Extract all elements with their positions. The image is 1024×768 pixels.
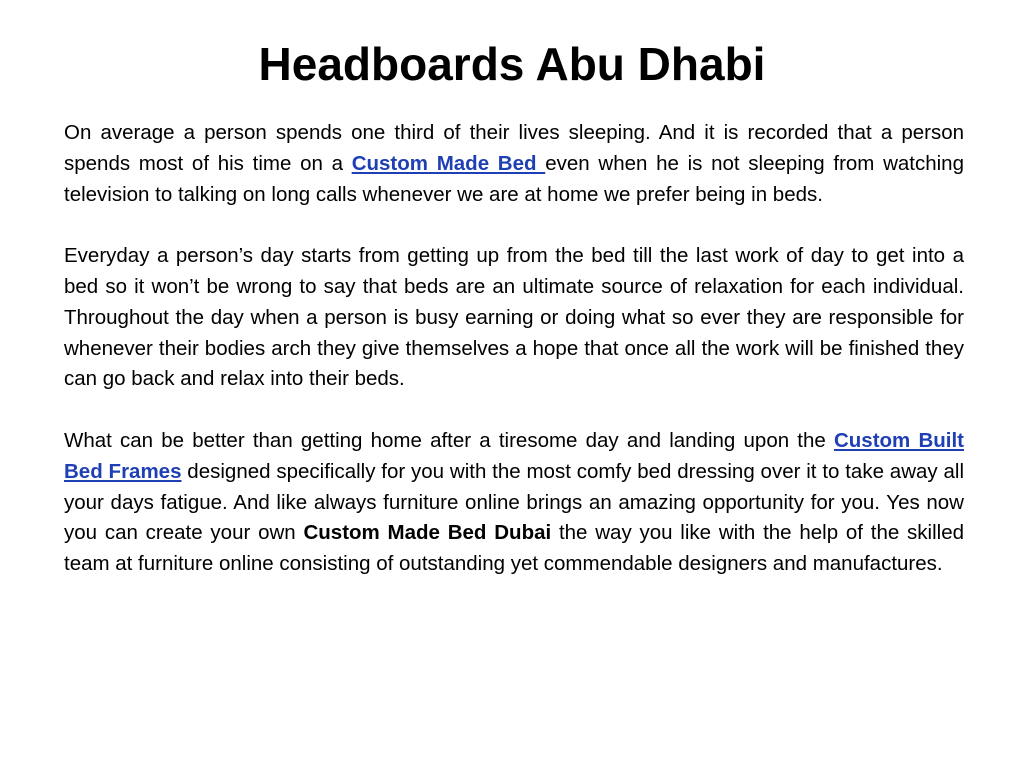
custom-built-bed-frames-link[interactable]: Custom Built Bed Frames: [64, 428, 964, 483]
paragraph-3-text-middle: designed specifically for you with the most comfy bed dressing over it to take away all your days fatigue. And like always furniture online brings an amazing opportunity for you. Yes now you can create your own: [64, 459, 964, 545]
paragraph-1-text-after: even when he is not sleeping from watching television to talking on long calls whenever we are at home we prefer being in beds.: [64, 151, 964, 206]
paragraph-2: Everyday a person’s day starts from getting up from the bed till the last work of day to get into a bed so it won’t be wrong to say that beds are an ultimate source of relaxation for each individual. Throughout the day when a person is busy earning or doing what so ever they are responsible for whenever their bodies arch they give themselves a hope that once all the work will be finished they can go back and relax into their beds.: [64, 244, 964, 391]
paragraph-3: [64, 426, 964, 580]
custom-made-bed-link[interactable]: Custom Made Bed: [351, 151, 546, 175]
paragraph-3-text-after: the way you like with the help of the skilled team at furniture online consisting of outstanding yet commendable designers and manufactures.: [64, 521, 965, 576]
paragraph-1-text-before: On average a person spends one third of their lives sleeping. And it is recorded that a person spends most of his time on a: [64, 121, 964, 175]
custom-made-bed-dubai-bold: Custom Made Bed Dubai: [303, 521, 552, 545]
paragraph-3-text-before: What can be better than getting home after a tiresome day and landing upon the: [64, 428, 834, 452]
paragraph-1: [64, 118, 964, 210]
body-text: [64, 118, 964, 611]
page-title: Headboards Abu Dhabi: [258, 38, 766, 90]
